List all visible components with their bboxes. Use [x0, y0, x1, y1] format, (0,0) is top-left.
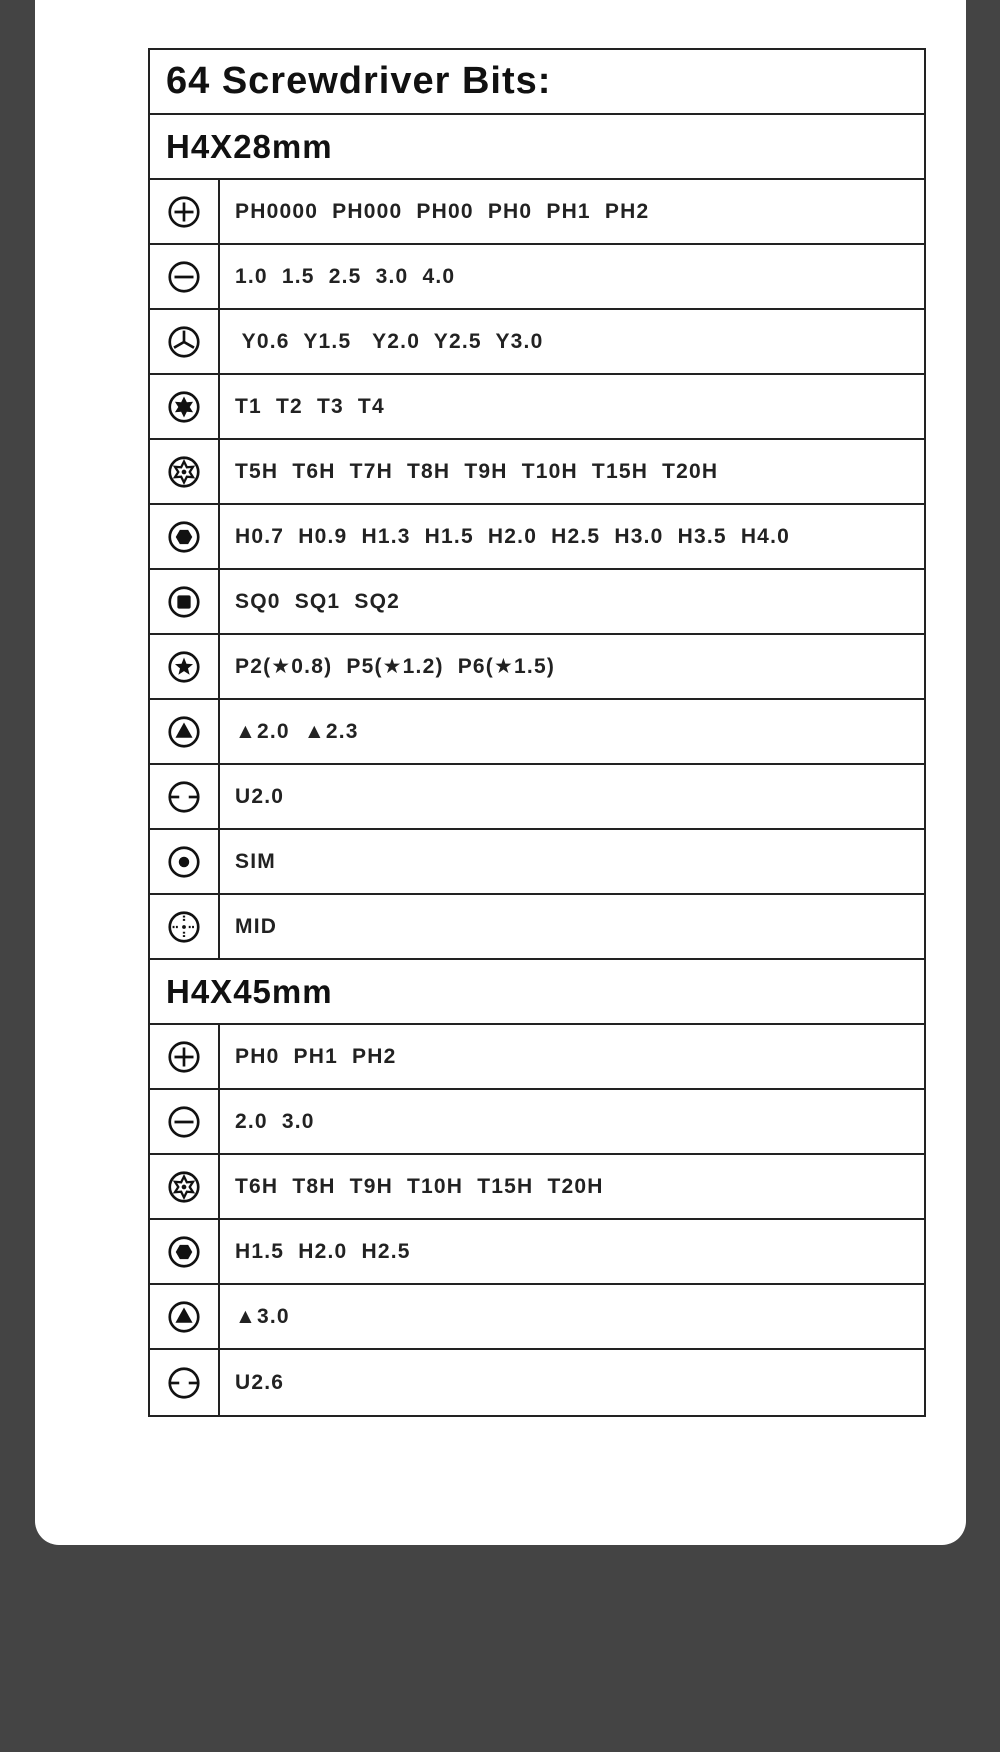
bit-sizes: PH0000 PH000 PH00 PH0 PH1 PH2 — [235, 199, 650, 223]
torx-security-icon — [150, 440, 220, 503]
section-heading: H4X28mm — [150, 115, 924, 180]
bit-row — [150, 375, 924, 440]
square-icon — [150, 570, 220, 633]
slotted-icon — [150, 1090, 220, 1153]
bits-table — [148, 48, 926, 1417]
bit-sizes: U2.6 — [235, 1370, 285, 1394]
phillips-icon — [150, 180, 220, 243]
pentalobe-icon — [150, 635, 220, 698]
torx-icon — [150, 375, 220, 438]
bit-sizes: MID — [235, 914, 278, 938]
bit-sizes: SIM — [235, 849, 276, 873]
bit-sizes: 2.0 3.0 — [235, 1109, 315, 1133]
table-title: 64 Screwdriver Bits: — [150, 50, 924, 115]
bit-sizes: 1.0 1.5 2.5 3.0 4.0 — [235, 264, 456, 288]
bit-row — [150, 245, 924, 310]
bit-row — [150, 440, 924, 505]
bit-sizes: T6H T8H T9H T10H T15H T20H — [235, 1174, 604, 1198]
bit-sizes: U2.0 — [235, 784, 285, 808]
bit-row — [150, 180, 924, 245]
bit-row — [150, 505, 924, 570]
bit-row — [150, 1220, 924, 1285]
slotted-icon — [150, 245, 220, 308]
bit-sizes: PH0 PH1 PH2 — [235, 1044, 397, 1068]
bit-sizes: T5H T6H T7H T8H T9H T10H T15H T20H — [235, 459, 719, 483]
torx-security-icon — [150, 1155, 220, 1218]
bit-row — [150, 765, 924, 830]
phillips-icon — [150, 1025, 220, 1088]
bit-row — [150, 700, 924, 765]
bit-row — [150, 1285, 924, 1350]
bit-sizes: T1 T2 T3 T4 — [235, 394, 385, 418]
triangle-icon — [150, 1285, 220, 1348]
bit-sizes: ▲3.0 — [235, 1304, 290, 1328]
bit-row — [150, 1025, 924, 1090]
tri-wing-icon — [150, 310, 220, 373]
hex-icon — [150, 505, 220, 568]
bit-sizes: SQ0 SQ1 SQ2 — [235, 589, 400, 613]
bit-row — [150, 1350, 924, 1415]
sim-pin-icon — [150, 830, 220, 893]
hex-icon — [150, 1220, 220, 1283]
u-type-icon — [150, 1350, 220, 1415]
triangle-icon — [150, 700, 220, 763]
bit-row — [150, 895, 924, 960]
bit-sizes: P2(★0.8) P5(★1.2) P6(★1.5) — [235, 655, 556, 678]
bit-sizes: ▲2.0 ▲2.3 — [235, 719, 359, 743]
bit-row — [150, 1155, 924, 1220]
bit-sizes: Y0.6 Y1.5 Y2.0 Y2.5 Y3.0 — [235, 329, 544, 353]
mid-icon — [150, 895, 220, 958]
spec-card — [35, 0, 966, 1545]
u-type-icon — [150, 765, 220, 828]
bit-sizes: H1.5 H2.0 H2.5 — [235, 1239, 411, 1263]
bit-row — [150, 310, 924, 375]
bit-row — [150, 1090, 924, 1155]
section-heading: H4X45mm — [150, 960, 924, 1025]
bit-row — [150, 635, 924, 700]
bit-row — [150, 570, 924, 635]
bit-row — [150, 830, 924, 895]
bit-sizes: H0.7 H0.9 H1.3 H1.5 H2.0 H2.5 H3.0 H3.5 H4.0 — [235, 524, 790, 548]
